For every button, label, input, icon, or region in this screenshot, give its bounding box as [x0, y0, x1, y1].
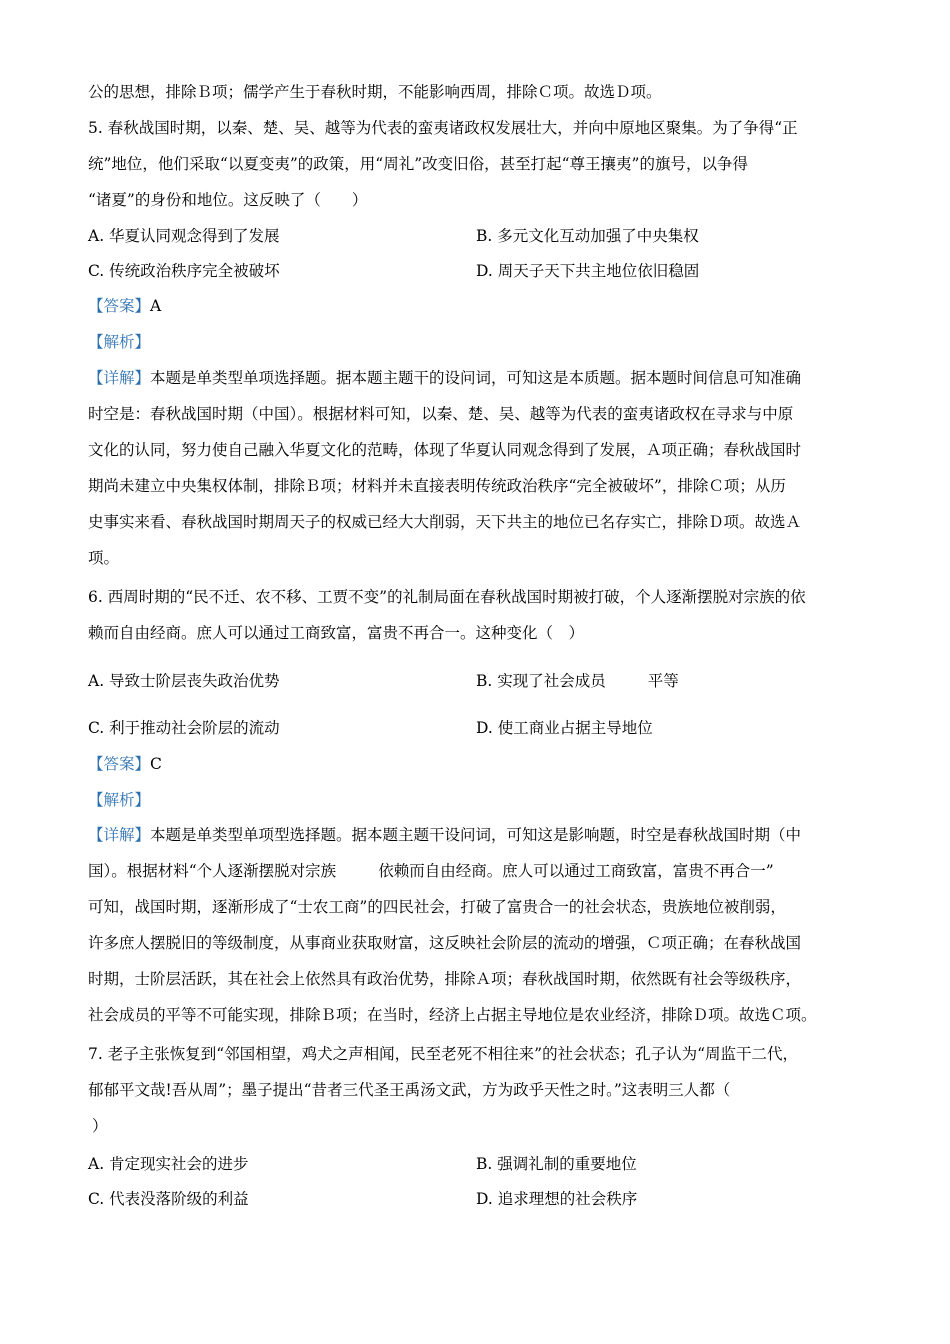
q6-detail-line-3: 可知，战国时期，逐渐形成了“士农工商”的四民社会，打破了富贵合一的社会状态，贵族地位被削弱，: [88, 898, 786, 916]
q5-stem-line-3: “诸夏”的身份和地位。这反映了（ ）: [88, 191, 368, 209]
q5-detail-line-3: 文化的认同，努力使自己融入华夏文化的范畴，体现了华夏认同观念得到了发展，Ａ项正确；春秋战国时: [88, 441, 802, 459]
q5-option-a: A. 华夏认同观念得到了发展: [88, 227, 280, 245]
q5-stem-line-1: 5. 春秋战国时期，以秦、楚、吴、越等为代表的蛮夷诸政权发展壮大，并向中原地区聚集。为了争得“正: [88, 119, 798, 137]
detail-text: 本题是单类型单项型选择题。据本题主题干设问词，可知这是影响题，时空是春秋战国时期（中: [150, 826, 802, 844]
q6-detail-line-1: [88, 824, 868, 846]
q6-option-c: C. 利于推动社会阶层的流动: [88, 719, 280, 737]
q6-option-a: A. 导致士阶层丧失政治优势: [88, 672, 280, 690]
q6-option-b-part-2: 平等: [647, 672, 679, 690]
q5-option-d: D. 周天子天下共主地位依旧稳固: [476, 262, 700, 280]
q5-detail-line-4: 期尚未建立中央集权体制，排除Ｂ项；材料并未直接表明传统政治秩序“完全被破坏”，排除Ｃ项；从历: [88, 477, 786, 495]
q7-option-a: A. 肯定现实社会的进步: [88, 1155, 249, 1173]
q6-answer: [88, 753, 868, 775]
q5-answer: [88, 295, 868, 317]
q5-option-c: C. 传统政治秩序完全被破坏: [88, 262, 280, 280]
answer-tag: 【答案】: [88, 755, 151, 773]
q5-detail-line-6: 项。: [88, 549, 120, 567]
answer-value: A: [150, 297, 162, 315]
detail-text: 本题是单类型单项选择题。据本题主题干的设问词，可知这是本质题。据本题时间信息可知准确: [150, 369, 802, 387]
detail-text-2b: 依赖而自由经商。庶人可以通过工商致富，富贵不再合一”: [378, 862, 774, 880]
q7-option-c: C. 代表没落阶级的利益: [88, 1190, 249, 1208]
answer-value: C: [150, 755, 162, 773]
detail-tag: 【详解】: [88, 826, 151, 844]
q6-option-d: D. 使工商业占据主导地位: [476, 719, 653, 737]
prev-explanation-tail: 公的思想，排除Ｂ项；儒学产生于春秋时期，不能影响西周，排除Ｃ项。故选Ｄ项。: [88, 83, 662, 101]
q7-stem-line-3: ）: [92, 1117, 108, 1135]
q6-option-b: [476, 670, 679, 692]
answer-tag: 【答案】: [88, 297, 151, 315]
q6-detail-line-5: 时期，士阶层活跃，其在社会上依然具有政治优势，排除Ａ项；春秋战国时期，依然既有社会等级秩序，: [88, 970, 802, 988]
q6-detail-line-4: 许多庶人摆脱旧的等级制度，从事商业获取财富，这反映社会阶层的流动的增强，Ｃ项正确；在春秋战国: [88, 934, 802, 952]
detail-tag: 【详解】: [88, 369, 151, 387]
q5-detail-line-2: 时空是：春秋战国时期（中国）。根据材料可知，以秦、楚、吴、越等为代表的蛮夷诸政权在寻求与中原: [88, 405, 794, 423]
q6-detail-line-2: [88, 860, 868, 882]
analysis-tag: 【解析】: [88, 791, 151, 809]
analysis-tag: 【解析】: [88, 333, 151, 351]
q5-stem-line-2: 统”地位，他们采取“以夏变夷”的政策，用“周礼”改变旧俗，甚至打起“尊王攘夷”的旗号，以争得: [88, 155, 748, 173]
detail-text-2a: 国）。根据材料“个人逐渐摆脱对宗族: [88, 862, 337, 880]
q5-option-b: B. 多元文化互动加强了中央集权: [476, 227, 699, 245]
q7-stem-line-2: 郁郁平文哉!吾从周”；墨子提出“昔者三代圣王禹汤文武，方为政乎天性之时。”这表明三人都（: [88, 1081, 731, 1099]
q6-option-b-part-1: B. 实现了社会成员: [476, 672, 606, 690]
q5-detail-line-5: 史事实来看、春秋战国时期周天子的权威已经大大削弱，天下共主的地位已名存实亡，排除Ｄ项。故选Ａ: [88, 513, 802, 531]
q7-option-b: B. 强调礼制的重要地位: [476, 1155, 637, 1173]
q7-stem-line-1: 7. 老子主张恢复到“邻国相望，鸡犬之声相闻，民至老死不相往来”的社会状态；孔子认为“周监干二代，: [88, 1045, 798, 1063]
q5-detail-line-1: [88, 367, 868, 389]
q6-stem-line-1: 6. 西周时期的“民不迁、农不移、工贾不变”的礼制局面在春秋战国时期被打破，个人逐渐摆脱对宗族的依: [88, 588, 806, 606]
q5-analysis-heading: [88, 331, 868, 353]
q6-stem-line-2: 赖而自由经商。庶人可以通过工商致富，富贵不再合一。这种变化（ ）: [88, 624, 585, 642]
q6-detail-line-6: 社会成员的平等不可能实现，排除Ｂ项；在当时，经济上占据主导地位是农业经济，排除Ｄ项。故选Ｃ项。: [88, 1006, 817, 1024]
q6-analysis-heading: [88, 789, 868, 811]
q7-option-d: D. 追求理想的社会秩序: [476, 1190, 638, 1208]
